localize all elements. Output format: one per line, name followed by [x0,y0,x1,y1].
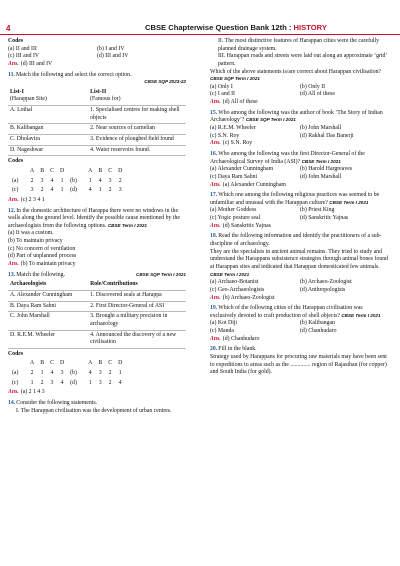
question-text: Consider the following statements. [16,399,98,406]
option: (c) S.N. Roy [210,132,240,139]
column-header: Role/Contributions [88,280,186,290]
option: (a) It was a custom. [8,230,54,237]
question-15 [210,110,390,125]
code-cell: (a) [12,370,19,377]
page-number: 4 [6,24,11,33]
question-number: 20. [210,346,218,353]
table-cell: A. Alexander Cunningham [8,290,88,301]
answer-label: Ans. [8,60,19,67]
option: (b) To maintain privacy [8,238,63,245]
right-column [210,38,390,377]
code-cell: 2 [108,370,112,377]
passage-text: They are the specialists in ancient animal remains. They tried to study and understand the Harappans subsistence strategies through animal bones found at Harappan sites and indicated that Harappan domesticated few animals. [210,248,389,270]
question-17 [210,192,390,207]
question-12 [8,208,186,231]
option: (a) Only I [210,83,233,90]
question-19 [210,305,390,320]
option: (d) Chanhudaro [300,328,337,335]
code-header: C [108,360,113,367]
answer-label: Ans. [210,294,221,301]
option: (b) John Marshall [300,125,342,132]
code-header: C [108,167,113,174]
code-cell: 1 [118,370,122,377]
answer-text: (d) Sanskritic Yajnas [222,222,271,229]
answer [210,140,390,148]
question-text: Who among the following was the author of book ‘The Story of Indian Archaeology’? [210,109,383,124]
option: (b) I and IV [97,45,125,52]
table-row [8,124,186,135]
option: (d) III and IV [97,53,129,60]
exam-tag: CBSE Term I 2021 [329,199,369,205]
answer-label: Ans. [210,99,221,106]
answer [210,223,390,231]
table-cell: 4. Water reservoirs found. [88,145,186,156]
match-table [8,280,186,348]
exam-tag: CBSE Term I 2021 [301,158,341,164]
statement: II. The most distinctive features of Harappan cities were the carefully planned drainage system. [218,38,380,52]
answer-text: (b) To maintain privacy [20,261,76,268]
answer [8,389,186,397]
question-number: 18. [210,233,218,240]
code-cell: 1 [88,379,92,386]
code-header: B [40,360,45,367]
table-cell: B. Kalibangan [8,124,88,135]
table-cell: 2. First Director-General of ASI [88,301,186,312]
table-row [8,290,186,301]
column-header: Archaeologists [8,280,88,290]
code-cell: 1 [60,177,64,184]
question-text: Who among the following was the first Director-General of the Archaeological Survey of India (ASI)? [210,150,365,165]
exam-tag: CBSE SQP Term I 2021 [245,117,296,123]
code-cell: (c) [12,379,19,386]
answer [210,336,390,344]
code-header: C [50,360,54,367]
code-header: A [30,360,35,367]
column-header: List-II [90,88,107,95]
code-cell: 4 [50,187,54,194]
question-text: In the domestic architecture of Harappa there were no windows in the walls along the ground level. Identify the possible cause mentioned by the archaeologists from the following options. [8,207,180,229]
code-cell: (d) [70,379,77,386]
option: (b) Harold Hargreaves [300,166,353,173]
page-header [0,0,400,33]
question-number: 14. [8,399,16,406]
code-header: D [59,167,65,174]
question-number: 13. [8,271,16,278]
column-subheader: (Famous for) [90,96,121,103]
code-cell: 4 [98,177,102,184]
subject-title: HISTORY [293,23,327,32]
code-cell: 2 [108,379,112,386]
code-cell: 4 [88,370,92,377]
code-cell: (b) [70,370,77,377]
option: (c) No concern of ventilation [8,245,76,252]
left-column [8,38,186,415]
question-number: 17. [210,192,218,199]
question-14 [8,400,186,408]
code-cell: 1 [98,187,102,194]
codes-label: Codes [8,38,24,44]
option: (a) Kot Diji [210,320,238,327]
answer-text: (c) 2 3 4 1 [20,196,45,203]
code-cell: 3 [118,187,122,194]
exam-tag: CBSE Term I 2021 [107,222,147,228]
codes-label: Codes [8,350,24,357]
table-cell: 1. Discovered seals at Harappa [88,290,186,301]
code-header: D [59,360,65,367]
option: (a) Mother Goddess [210,207,257,214]
question-14-stem [210,69,390,84]
code-cell: 3 [30,187,34,194]
table-cell: B. Daya Ram Sahni [8,301,88,312]
code-cell: 2 [40,187,44,194]
code-cell: 2 [30,177,34,184]
code-cell: (b) [70,177,77,184]
option: (b) Only II [300,83,326,90]
code-header: D [118,360,123,367]
table-cell: C. John Marshall [8,312,88,330]
table-row [8,135,186,146]
answer-label: Ans. [210,181,221,188]
question-number: 11. [8,71,15,78]
option: (c) III and IV [8,53,40,60]
code-header: D [118,167,123,174]
option: (d) John Marshall [300,173,342,180]
answer-text: (a) 2 1 4 3 [20,389,45,396]
option: (c) I and II [210,91,235,98]
code-header: B [98,360,103,367]
code-cell: 3 [98,379,102,386]
answer-label: Ans. [8,196,19,203]
code-cell: 3 [60,370,64,377]
exam-tag: CBSE SQP 2023-22 [144,79,186,85]
question-11 [8,72,186,80]
question-20 [210,346,390,354]
question-18 [210,233,390,248]
question-text: Which of the following cities of the Harappan civilisation was exclusively devoted to craft production of shell objects? [210,305,363,319]
answer-text: (d) Chanhudaro [222,335,260,342]
table-cell: D. Nageshwar [8,145,88,156]
table-row [8,145,186,156]
code-cell: 4 [88,187,92,194]
code-header: A [30,167,35,174]
table-cell: 3. Brought a military precision in archaeology [88,312,186,330]
table-cell: 3. Evidence of ploughed field found [88,135,186,146]
code-cell: 4 [50,177,54,184]
code-cell: (d) [70,187,77,194]
option: (c) Geo-Archaeologists [210,286,265,293]
code-cell: 2 [118,177,122,184]
option: (a) Alexander Cunningham [210,166,274,173]
book-title: CBSE Chapterwise Question Bank 12th : [145,23,292,32]
statement: III. Harappan roads and streets were laid out along an approximate ‘grid’ pattern. [218,53,387,67]
option: (d) Rakhal Das Banerji [300,132,354,139]
table-cell: 2. Near sources of carnelian [88,124,186,135]
codes-label: Codes [8,158,24,165]
answer-text: (c) S.N. Roy [222,140,253,147]
answer-label: Ans. [8,389,19,396]
codes-table [8,358,126,389]
answer [210,182,390,190]
code-cell: 1 [88,177,92,184]
option: (a) Archaeo-Botanist [210,279,259,286]
column-header: List-I [10,88,24,95]
question-13 [8,272,186,280]
code-cell: 1 [40,370,44,377]
table-cell: 1. Specialised centres for making shell objects [88,106,186,124]
answer [8,61,186,69]
answer [210,99,390,107]
answer-text: (b) Archaeo-Zoologist [222,294,275,301]
code-cell: 2 [30,370,34,377]
table-row [8,312,186,330]
answer-text: (a) Alexander Cunningham [222,181,286,188]
code-cell: 4 [60,379,64,386]
code-header: C [50,167,54,174]
answer [8,261,186,269]
question-text: Which one among the following religious practices was seemed to be unfamiliar and unusual with the Harappan culture? [210,192,380,206]
code-cell: 3 [108,177,112,184]
option: (c) Yogic posture seal [210,215,261,222]
answer-text: (d) All of these [222,99,258,106]
codes-table [8,166,126,197]
code-cell: 3 [98,370,102,377]
header-rule [0,34,400,35]
option: (b) Priest King [300,207,335,214]
passage: Strategy used by Harappans for procuring raw materials may have been sent to expeditions to areas such as the .............. region of Rajasthan (for copper) and South India (for gold). [210,353,387,376]
question-number: 19. [210,305,218,312]
code-cell: (c) [12,187,19,194]
code-header: B [40,167,45,174]
table-cell: 4. Announced the discovery of a new civilisation [88,330,186,348]
question-text: Match the following and select the correct option. [15,71,132,78]
code-cell: 4 [50,370,54,377]
column-subheader: (Harappan Site) [10,96,47,103]
code-cell: (a) [12,177,19,184]
option: (d) Part of unplanned process [8,253,77,260]
option: (d) All of these [300,91,335,98]
exam-tag: CBSE Term I 2021 [210,271,250,277]
passage [210,249,390,280]
question-text: Fill in the blank. [218,346,257,353]
code-cell: 4 [118,379,122,386]
code-cell: 3 [50,379,54,386]
table-cell: A. Lothal [8,106,88,124]
table-row [8,330,186,348]
question-16 [210,151,390,166]
option: (a) R.E.M. Wheeler [210,125,256,132]
code-header: A [88,360,93,367]
answer-label: Ans. [210,335,221,342]
match-table [8,88,186,156]
answer [210,295,390,303]
table-row [8,106,186,124]
code-cell: 1 [30,379,34,386]
running-title [145,23,327,33]
code-header: B [98,167,103,174]
exam-tag: CBSE SQP Term I 2021 [210,76,260,82]
question-text: Read the following information and identify the practitioners of a sub-discipline of archaeology. [210,233,382,248]
option: (d) Sanskritic Yajnas [300,215,349,222]
answer-label: Ans. [210,140,221,147]
option: (b) Archaeo-Zoologist [300,279,352,286]
table-cell: D. R.E.M. Wheeler [8,330,88,348]
answer [8,197,186,205]
question-number: 16. [210,150,218,157]
option: (c) Manda [210,328,234,335]
code-cell: 2 [40,379,44,386]
answer-label: Ans. [210,222,221,229]
option: (c) Daya Ram Sahni [210,173,258,180]
code-header: A [88,167,93,174]
answer-text: (d) III and IV [20,60,53,67]
exam-tag: CBSE Term I 2021 [341,312,381,318]
code-cell: 3 [40,177,44,184]
option: (b) Kalibangan [300,320,335,327]
question-number: 12. [8,207,16,214]
answer-label: Ans. [8,261,19,268]
statement: I. The Harappan civilisation was the development of urban centres. [16,407,172,414]
question-text: Match the following. [16,271,66,278]
code-cell: 2 [108,187,112,194]
option: (a) II and III [8,45,37,52]
code-cell: 1 [60,187,64,194]
table-cell: C. Dholavira [8,135,88,146]
question-text: Which of the above statements is/are correct about Harappan civilisation? [210,68,382,75]
exam-tag: CBSE SQP Term I 2021 [136,271,186,277]
option: (d) Anthropologists [300,286,346,293]
table-row [8,301,186,312]
question-number: 15. [210,109,218,116]
